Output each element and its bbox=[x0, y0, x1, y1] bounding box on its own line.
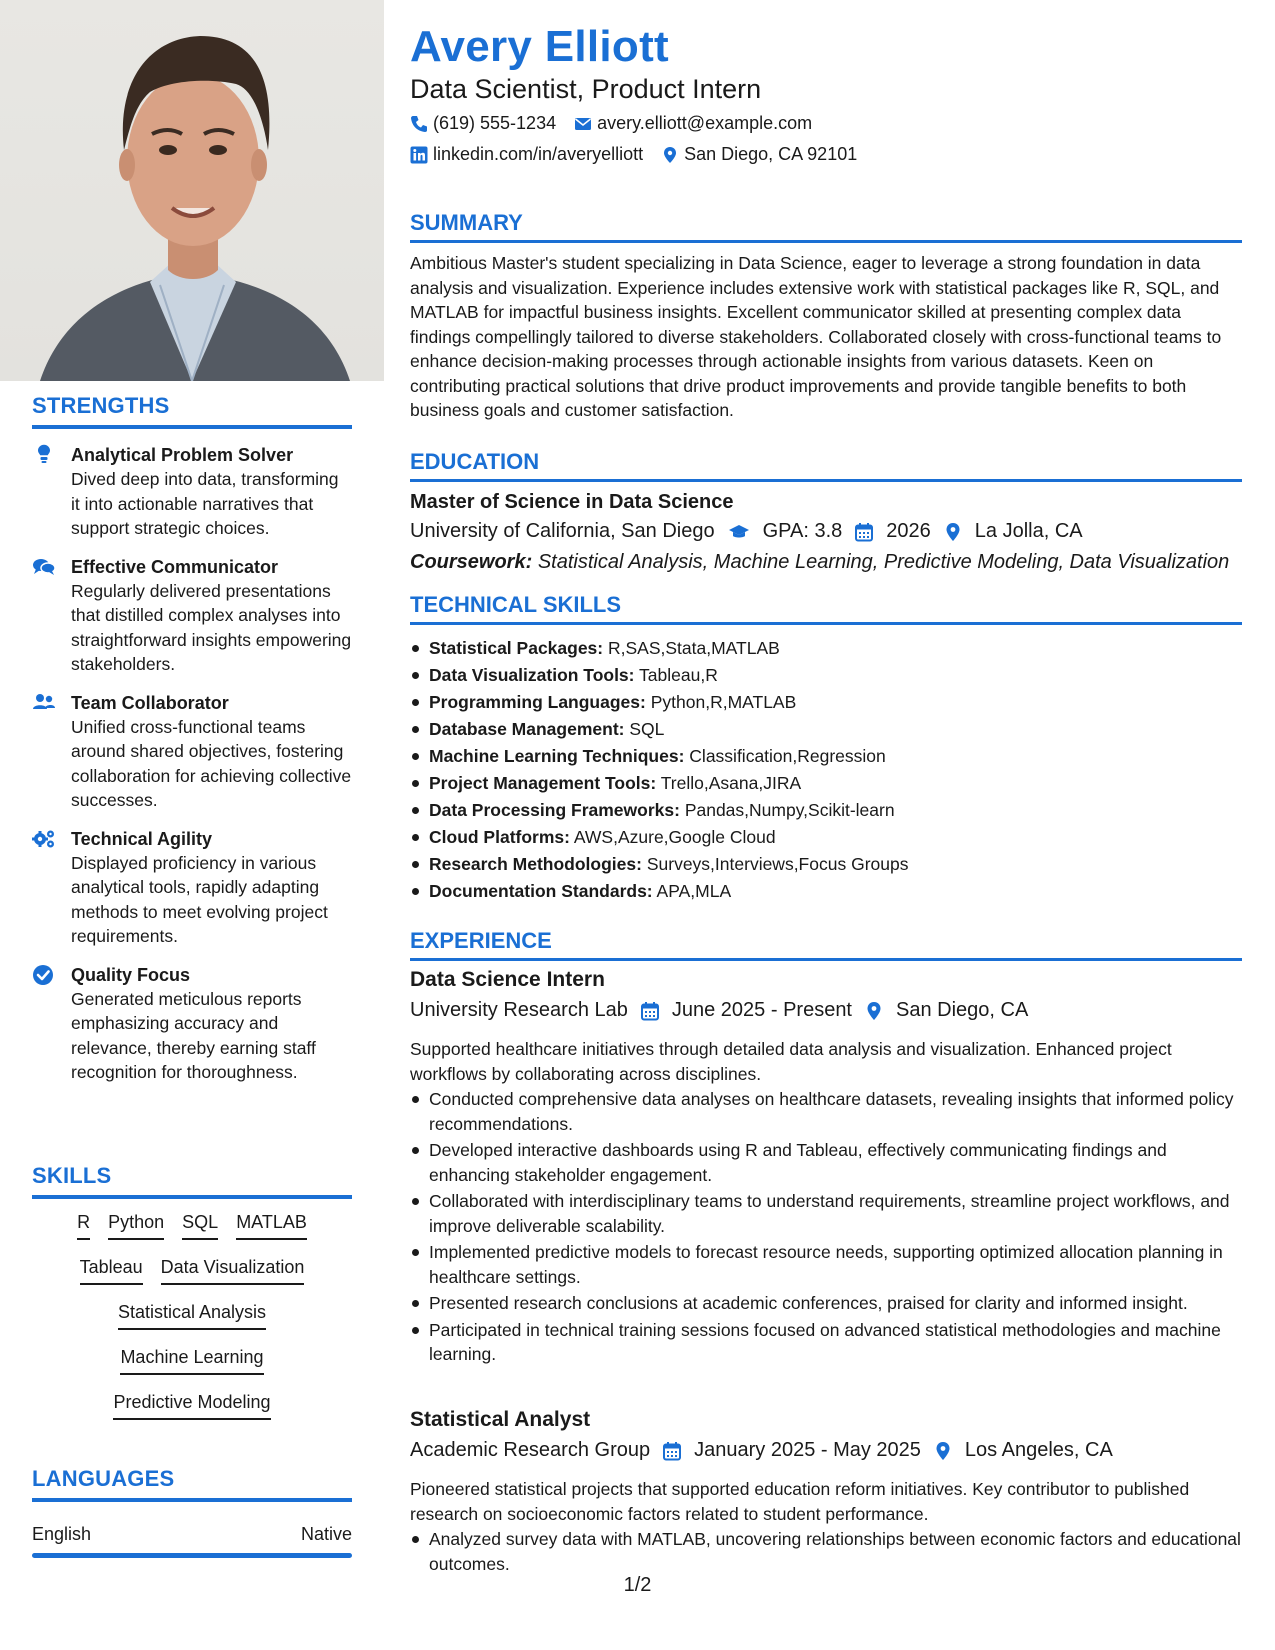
coursework-label: Coursework: bbox=[410, 551, 533, 573]
job-bullet: Collaborated with interdisciplinary teams to understand requirements, streamline project workflows, and improve deliverable scalability. bbox=[410, 1189, 1242, 1238]
skills-heading: SKILLS bbox=[32, 1163, 352, 1199]
tech-skill-item bbox=[410, 635, 1242, 662]
job-bullet: Presented research conclusions at academic conferences, praised for clarity and informed insight. bbox=[410, 1291, 1242, 1316]
strength-title: Analytical Problem Solver bbox=[71, 445, 294, 465]
tech-skill-label: Cloud Platforms: bbox=[429, 827, 570, 847]
tech-skill-value: AWS,Azure,Google Cloud bbox=[573, 827, 776, 847]
phone-icon bbox=[410, 115, 428, 133]
skill-tag: MATLAB bbox=[236, 1209, 307, 1240]
email-contact[interactable] bbox=[574, 113, 812, 134]
job-bullets bbox=[410, 1527, 1242, 1576]
candidate-name: Avery Elliott bbox=[410, 22, 670, 71]
calendar-icon bbox=[854, 522, 874, 542]
job-bullet: Implemented predictive models to forecast resource needs, supporting optimized allocation planning in healthcare settings. bbox=[410, 1240, 1242, 1289]
contact-row-2 bbox=[410, 144, 857, 165]
map-pin-icon bbox=[864, 1001, 884, 1021]
tech-skill-label: Machine Learning Techniques: bbox=[429, 746, 685, 766]
comments-icon bbox=[32, 556, 56, 578]
strength-title: Technical Agility bbox=[71, 828, 213, 849]
check-circle-icon bbox=[32, 964, 56, 986]
tech-skill-value: R,SAS,Stata,MATLAB bbox=[608, 638, 780, 658]
skill-tag: Tableau bbox=[80, 1254, 143, 1285]
profile-photo-illustration bbox=[0, 0, 384, 381]
language-level: Native bbox=[300, 1524, 352, 1544]
job-title: Data Science Intern bbox=[410, 968, 605, 991]
tech-skill-item bbox=[410, 743, 1242, 770]
languages-heading: LANGUAGES bbox=[32, 1466, 352, 1502]
education-location: La Jolla, CA bbox=[974, 520, 1083, 542]
job-dates: June 2025 - Present bbox=[671, 999, 852, 1021]
skill-tag: SQL bbox=[182, 1209, 218, 1240]
map-pin-icon bbox=[933, 1441, 953, 1461]
school-name: University of California, San Diego bbox=[410, 520, 715, 542]
tech-skill-label: Documentation Standards: bbox=[429, 881, 653, 901]
strength-title: Team Collaborator bbox=[71, 692, 229, 713]
tech-skill-value: Trello,Asana,JIRA bbox=[660, 773, 802, 793]
gears-icon bbox=[32, 828, 56, 850]
summary-heading: SUMMARY bbox=[410, 210, 1242, 243]
job-bullet: Developed interactive dashboards using R and Tableau, effectively communicating findings and enhancing stakeholder engagement. bbox=[410, 1138, 1242, 1187]
candidate-role: Data Scientist, Product Intern bbox=[410, 74, 762, 104]
job-dates: January 2025 - May 2025 bbox=[694, 1439, 921, 1461]
summary-text: Ambitious Master's student specializing in Data Science, eager to leverage a strong foundation in data analysis and visualization. Experience includes extensive work with statistical packages like R, SQL, and MATLAB for impactful business insights. Excellent communicator skilled at presenting complex data findings compellingly tailored to diverse stakeholders. Collaborated closely with cross-functional teams to enhance decision-making processes through actionable insights from various datasets. Keen on contributing practical solutions that drive product improvements and provide tangible benefits to both business goals and customer satisfaction. bbox=[410, 253, 1222, 420]
calendar-icon bbox=[662, 1441, 682, 1461]
graduation-year: 2026 bbox=[886, 520, 931, 542]
job-meta bbox=[410, 999, 1028, 1022]
tech-skill-item bbox=[410, 770, 1242, 797]
tech-skill-value: SQL bbox=[629, 719, 665, 739]
users-icon bbox=[32, 692, 56, 714]
tech-skill-item bbox=[410, 689, 1242, 716]
skills-section bbox=[32, 1163, 352, 1434]
job-org: Academic Research Group bbox=[410, 1439, 651, 1461]
sidebar bbox=[0, 0, 384, 1650]
skill-tag: Machine Learning bbox=[120, 1344, 263, 1375]
job-bullet: Analyzed survey data with MATLAB, uncovering relationships between economic factors and educational outcomes. bbox=[410, 1527, 1242, 1576]
strength-item bbox=[32, 443, 352, 541]
strengths-heading: STRENGTHS bbox=[32, 393, 352, 429]
envelope-icon bbox=[574, 115, 592, 133]
tech-skill-item bbox=[410, 851, 1242, 878]
language-item bbox=[32, 1524, 352, 1545]
job-bullets bbox=[410, 1087, 1242, 1367]
tech-skill-label: Data Visualization Tools: bbox=[429, 665, 635, 685]
tech-skill-label: Database Management: bbox=[429, 719, 625, 739]
technical-skills-list bbox=[410, 635, 1242, 905]
tech-skill-value: Tableau,R bbox=[639, 665, 718, 685]
map-pin-icon bbox=[661, 146, 679, 164]
experience-heading: EXPERIENCE bbox=[410, 928, 1242, 961]
strength-title: Quality Focus bbox=[71, 964, 191, 985]
skills-list bbox=[32, 1199, 352, 1434]
skill-tag: Python bbox=[108, 1209, 164, 1240]
tech-skill-item bbox=[410, 662, 1242, 689]
profile-photo bbox=[0, 0, 384, 381]
tech-skill-label: Project Management Tools: bbox=[429, 773, 657, 793]
tech-skill-item bbox=[410, 824, 1242, 851]
strength-desc: Displayed proficiency in various analytical tools, rapidly adapting methods to meet evolving project requirements. bbox=[71, 852, 328, 946]
skill-tag: Statistical Analysis bbox=[118, 1299, 266, 1330]
job-summary: Pioneered statistical projects that supported education reform initiatives. Key contributor to published research on socioeconomic factors related to student performance. bbox=[410, 1479, 1190, 1524]
page-indicator: 1/2 bbox=[623, 1574, 652, 1596]
languages-section bbox=[32, 1466, 352, 1558]
coursework-line bbox=[410, 551, 1229, 574]
tech-skill-label: Statistical Packages: bbox=[429, 638, 604, 658]
graduation-cap-icon bbox=[727, 522, 751, 542]
linkedin-contact[interactable] bbox=[410, 144, 643, 165]
strength-title: Effective Communicator bbox=[71, 556, 279, 577]
language-proficiency-bar bbox=[32, 1553, 352, 1558]
calendar-icon bbox=[640, 1001, 660, 1021]
tech-skill-value: Pandas,Numpy,Scikit-learn bbox=[684, 800, 895, 820]
gpa-text: GPA: 3.8 bbox=[762, 520, 843, 542]
job-title: Statistical Analyst bbox=[410, 1408, 591, 1431]
strength-item bbox=[32, 555, 352, 677]
email-text: avery.elliott@example.com bbox=[597, 113, 813, 133]
location-contact bbox=[661, 144, 857, 165]
tech-skill-label: Research Methodologies: bbox=[429, 854, 642, 874]
skill-tag: Data Visualization bbox=[161, 1254, 305, 1285]
linkedin-text: linkedin.com/in/averyelliott bbox=[433, 144, 644, 164]
tech-skill-value: APA,MLA bbox=[656, 881, 732, 901]
job-bullet: Participated in technical training sessions focused on advanced statistical methodologies and machine learning. bbox=[410, 1318, 1242, 1367]
lightbulb-icon bbox=[32, 444, 56, 466]
job-location: Los Angeles, CA bbox=[964, 1439, 1113, 1461]
linkedin-icon bbox=[410, 146, 428, 164]
strength-desc: Regularly delivered presentations that distilled complex analyses into straightforward insights empowering stakeholders. bbox=[71, 580, 352, 674]
job-org: University Research Lab bbox=[410, 999, 628, 1021]
coursework-text: Statistical Analysis, Machine Learning, Predictive Modeling, Data Visualization bbox=[537, 551, 1230, 573]
tech-skill-value: Classification,Regression bbox=[689, 746, 886, 766]
phone-contact[interactable] bbox=[410, 113, 556, 134]
strength-item bbox=[32, 963, 352, 1085]
strength-desc: Generated meticulous reports emphasizing accuracy and relevance, thereby earning staff recognition for thoroughness. bbox=[71, 988, 316, 1082]
strengths-section bbox=[32, 393, 352, 1085]
education-heading: EDUCATION bbox=[410, 449, 1242, 482]
technical-skills-heading: TECHNICAL SKILLS bbox=[410, 592, 1242, 625]
job-meta bbox=[410, 1439, 1113, 1462]
location-text: San Diego, CA 92101 bbox=[684, 144, 858, 164]
phone-text: (619) 555-1234 bbox=[433, 113, 557, 133]
job-bullet: Conducted comprehensive data analyses on healthcare datasets, revealing insights that informed policy recommendations. bbox=[410, 1087, 1242, 1136]
main-content bbox=[410, 0, 1245, 1650]
strength-desc: Unified cross-functional teams around shared objectives, fostering collaboration for achieving collective successes. bbox=[71, 716, 352, 810]
tech-skill-label: Data Processing Frameworks: bbox=[429, 800, 680, 820]
skill-tag: Predictive Modeling bbox=[113, 1389, 270, 1420]
job-summary: Supported healthcare initiatives through detailed data analysis and visualization. Enhanced project workflows by collaborating across disciplines. bbox=[410, 1039, 1172, 1084]
job-location: San Diego, CA bbox=[896, 999, 1029, 1021]
tech-skill-value: Surveys,Interviews,Focus Groups bbox=[646, 854, 909, 874]
contact-row bbox=[410, 113, 812, 134]
tech-skill-item bbox=[410, 797, 1242, 824]
language-name: English bbox=[32, 1524, 92, 1544]
skill-tag: R bbox=[77, 1209, 90, 1240]
strength-desc: Dived deep into data, transforming it into actionable narratives that support strategic choices. bbox=[71, 469, 339, 538]
tech-skill-item bbox=[410, 716, 1242, 743]
strength-item bbox=[32, 827, 352, 949]
tech-skill-value: Python,R,MATLAB bbox=[650, 692, 797, 712]
degree-title: Master of Science in Data Science bbox=[410, 491, 734, 513]
map-pin-icon bbox=[943, 522, 963, 542]
education-meta bbox=[410, 520, 1083, 543]
tech-skill-item bbox=[410, 878, 1242, 905]
tech-skill-label: Programming Languages: bbox=[429, 692, 646, 712]
strength-item bbox=[32, 691, 352, 813]
